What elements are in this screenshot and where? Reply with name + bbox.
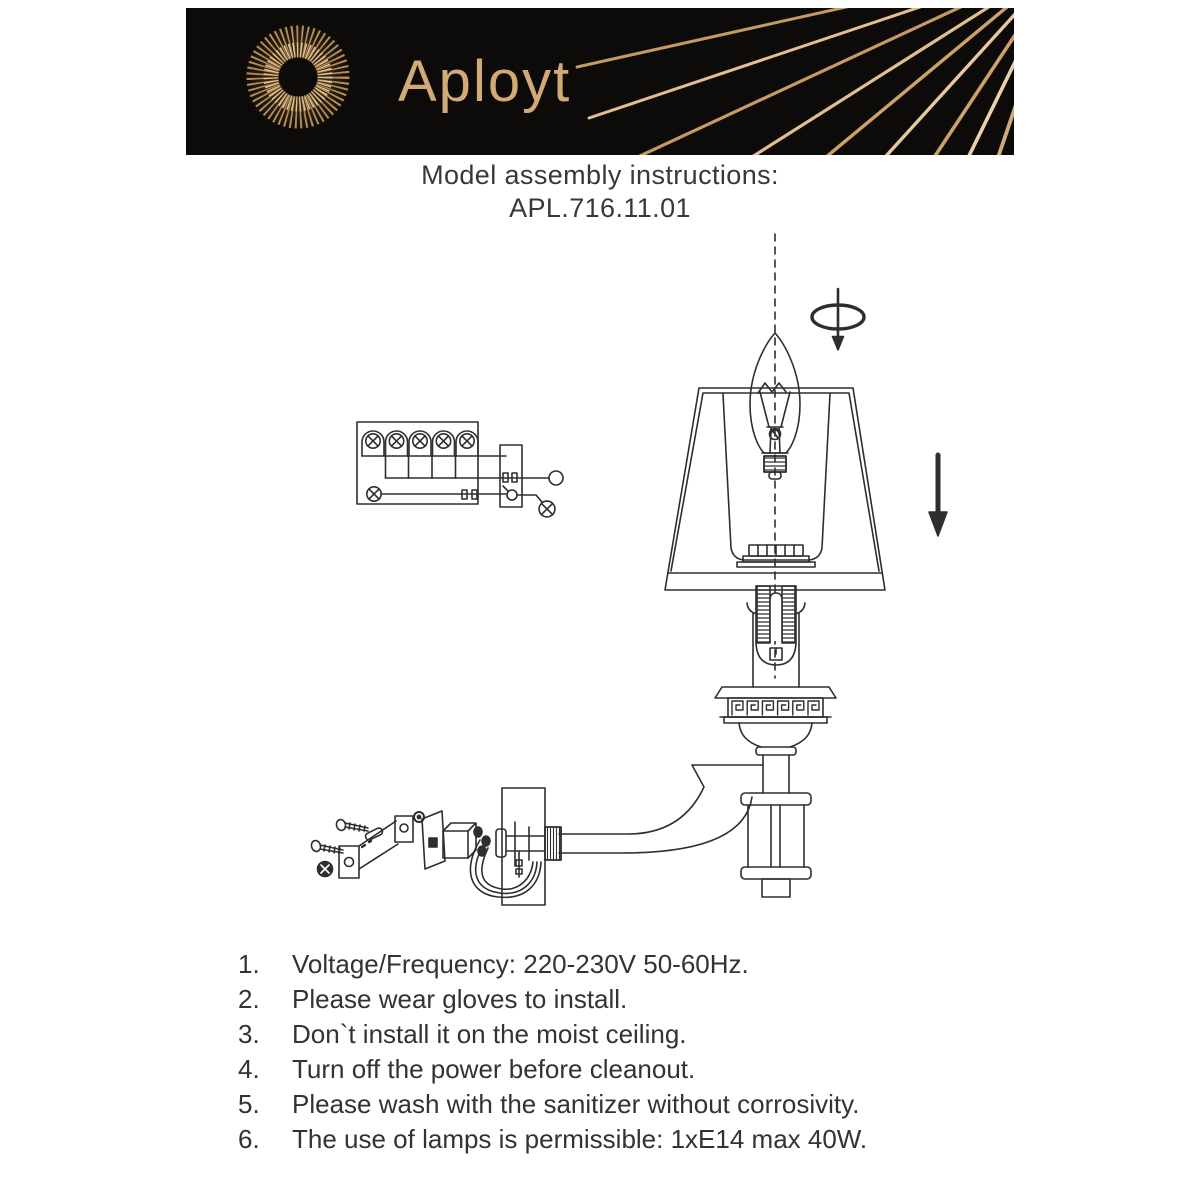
model-number: APL.716.11.01 — [509, 193, 691, 223]
instruction-item-5 — [232, 1089, 1012, 1124]
down-arrow-icon — [929, 455, 947, 536]
backplate — [496, 788, 561, 905]
wall-arm — [559, 765, 762, 853]
page-title: Model assembly instructions: — [421, 160, 779, 190]
column-and-body — [741, 755, 811, 897]
item-number: 2. — [238, 984, 260, 1014]
title-block — [0, 158, 1200, 224]
item-number: 4. — [238, 1054, 260, 1084]
item-text: The use of lamps is permissible: 1xE14 max 40W. — [292, 1124, 868, 1154]
wiring-schematic — [357, 422, 563, 517]
lamp-socket — [747, 586, 805, 687]
instruction-item-6 — [232, 1124, 1012, 1159]
instruction-item-3 — [232, 1019, 1012, 1054]
mounting-plate — [414, 811, 445, 869]
assembly-drawing — [300, 228, 970, 920]
terminal-block — [443, 823, 541, 897]
instruction-item-4 — [232, 1054, 1012, 1089]
item-number: 3. — [238, 1019, 260, 1049]
item-text: Please wear gloves to install. — [292, 984, 628, 1014]
item-number: 5. — [238, 1089, 260, 1119]
item-text: Turn off the power before cleanout. — [292, 1054, 696, 1084]
brand-wordmark: Aployt — [398, 49, 572, 114]
item-text: Voltage/Frequency: 220-230V 50-60Hz. — [292, 949, 749, 979]
greek-key-ring — [715, 687, 836, 755]
item-text: Please wash with the sanitizer without corrosivity. — [292, 1089, 860, 1119]
brand-banner — [186, 8, 1014, 155]
sunburst-logo-icon — [244, 23, 352, 131]
item-number: 1. — [238, 949, 260, 979]
item-text: Don`t install it on the moist ceiling. — [292, 1019, 687, 1049]
instruction-item-1 — [232, 949, 1012, 984]
item-number: 6. — [238, 1124, 260, 1154]
rotation-arrow-icon — [812, 289, 864, 350]
instruction-item-2 — [232, 984, 1012, 1019]
instruction-list — [232, 949, 1012, 1159]
